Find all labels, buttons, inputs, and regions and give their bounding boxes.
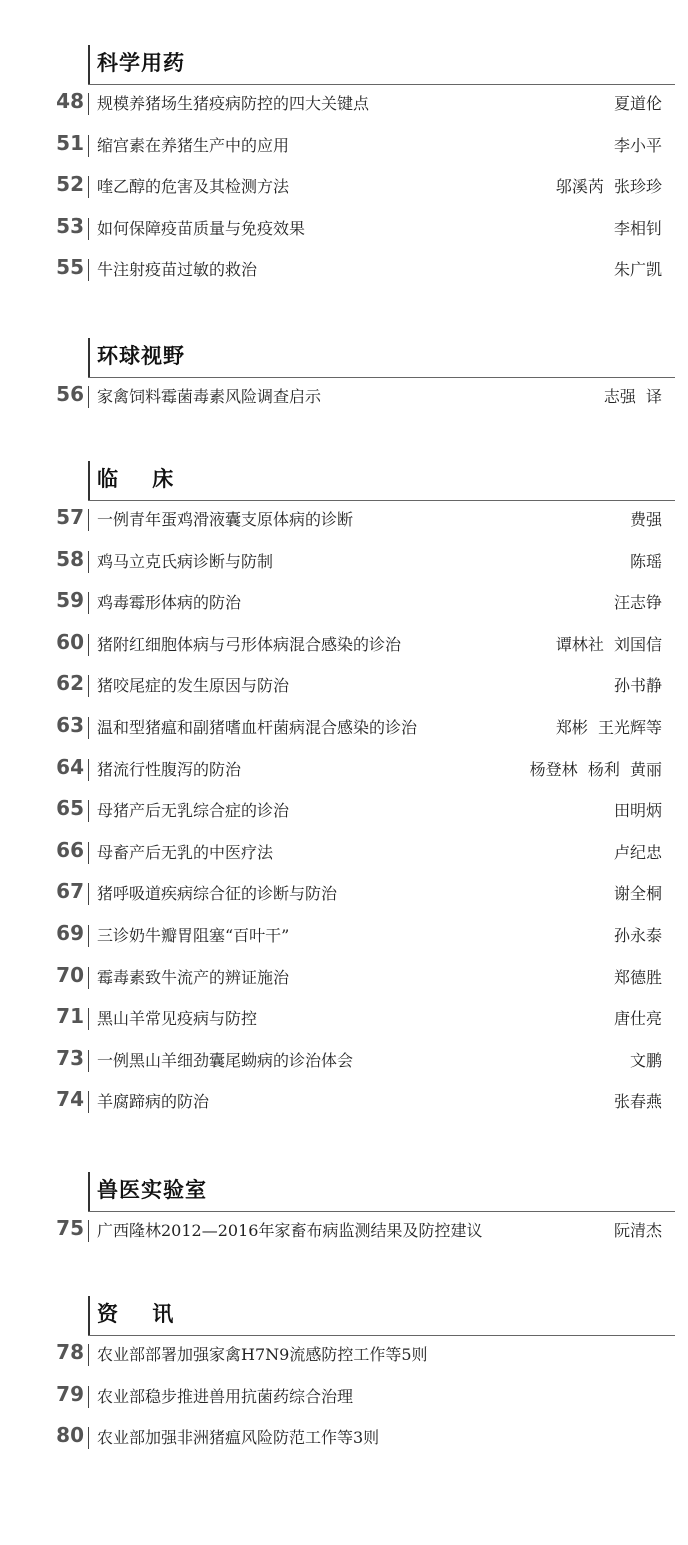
toc-entry[interactable] [0, 792, 688, 834]
page-number: 60 [56, 629, 84, 654]
toc-entry[interactable] [0, 1083, 688, 1125]
section-title: 科学用药 [97, 51, 185, 75]
article-title: 猪咬尾症的发生原因与防治 [97, 676, 290, 696]
toc-entry[interactable] [0, 1000, 688, 1042]
toc-entry[interactable] [0, 378, 688, 420]
article-title: 母猪产后无乳综合症的诊治 [97, 801, 290, 821]
article-title: 喹乙醇的危害及其检测方法 [97, 177, 290, 197]
article-title: 如何保障疫苗质量与免疫效果 [97, 218, 306, 238]
section-title: 环球视野 [97, 344, 185, 368]
article-author: 邬溪芮 张珍珍 [555, 177, 662, 197]
toc-entry[interactable] [0, 168, 688, 210]
article-title: 规模养猪场生猪疫病防控的四大关键点 [97, 94, 370, 113]
page-number: 63 [56, 712, 84, 737]
article-title: 鸡马立克氏病诊断与防制 [97, 551, 274, 571]
toc-entry[interactable] [0, 1378, 688, 1420]
section-linchuang [0, 461, 688, 1125]
article-title: 农业部部署加强家禽H7N9流感防控工作等5则 [97, 1345, 428, 1364]
toc-entry[interactable] [0, 251, 688, 293]
article-title: 猪附红细胞体病与弓形体病混合感染的诊治 [97, 634, 402, 654]
article-title: 温和型猪瘟和副猪嗜血杆菌病混合感染的诊治 [97, 717, 418, 737]
article-author: 唐仕亮 [613, 1009, 662, 1029]
article-author: 汪志铮 [613, 593, 662, 613]
section-huanqiu-shiye [0, 338, 688, 420]
page-number: 75 [56, 1216, 84, 1240]
page-number: 74 [56, 1087, 84, 1112]
article-author: 李小平 [613, 135, 662, 155]
page-number: 52 [56, 172, 84, 197]
page-number: 48 [56, 89, 84, 113]
article-title: 母畜产后无乳的中医疗法 [97, 842, 274, 862]
page-number: 65 [56, 796, 84, 821]
section-header [0, 1172, 688, 1212]
toc-entry[interactable] [0, 543, 688, 585]
article-title: 猪呼吸道疾病综合征的诊断与防治 [97, 884, 338, 904]
page-number: 80 [56, 1423, 84, 1448]
section-divider [88, 45, 90, 85]
section-shouyi-shiyanshi [0, 1172, 688, 1254]
section-header [0, 461, 688, 501]
toc-entry[interactable] [0, 127, 688, 169]
page-number: 78 [56, 1340, 84, 1364]
article-title: 一例青年蛋鸡滑液囊支原体病的诊断 [97, 510, 354, 529]
toc-entry[interactable] [0, 917, 688, 959]
toc-entry[interactable] [0, 85, 688, 127]
article-title: 猪流行性腹泻的防治 [97, 759, 242, 779]
article-author: 卢纪忠 [613, 842, 662, 862]
article-author: 夏道伦 [613, 94, 662, 113]
section-divider [88, 338, 90, 378]
article-author: 田明炳 [613, 801, 662, 821]
page-number: 58 [56, 546, 84, 571]
article-author: 孙永泰 [613, 925, 662, 945]
section-title: 兽医实验室 [97, 1178, 207, 1202]
section-header [0, 45, 688, 85]
article-author: 杨登林 杨利 黄丽 [529, 759, 662, 779]
toc-entry[interactable] [0, 210, 688, 252]
toc-entry[interactable] [0, 626, 688, 668]
article-author: 文鹏 [629, 1050, 662, 1070]
page-number: 79 [56, 1381, 84, 1406]
article-title: 一例黑山羊细劲囊尾蚴病的诊治体会 [97, 1050, 354, 1070]
section-title: 资 讯 [97, 1302, 175, 1326]
article-author: 李相钊 [613, 218, 662, 238]
page-number: 56 [56, 382, 84, 406]
page-number: 69 [56, 920, 84, 945]
article-title: 羊腐蹄病的防治 [97, 1092, 210, 1112]
toc-entry[interactable] [0, 959, 688, 1001]
toc-entry[interactable] [0, 584, 688, 626]
article-author: 谢全桐 [613, 884, 662, 904]
article-author: 朱广凯 [613, 260, 662, 280]
section-title: 临 床 [97, 467, 175, 491]
article-author: 费强 [629, 510, 662, 529]
toc-entry[interactable] [0, 751, 688, 793]
page-number: 67 [56, 879, 84, 904]
article-title: 农业部稳步推进兽用抗菌药综合治理 [97, 1386, 354, 1406]
toc-entry[interactable] [0, 834, 688, 876]
article-title: 黑山羊常见疫病与防控 [97, 1009, 258, 1029]
article-title: 农业部加强非洲猪瘟风险防范工作等3则 [97, 1428, 380, 1448]
article-title: 三诊奶牛瓣胃阻塞“百叶干” [97, 925, 290, 945]
article-title: 鸡毒霉形体病的防治 [97, 593, 242, 613]
article-author: 志强 译 [603, 387, 662, 406]
page-number: 64 [56, 754, 84, 779]
toc-entry[interactable] [0, 875, 688, 917]
section-divider [88, 461, 90, 501]
section-kexue-yongyao [0, 45, 688, 293]
toc-entry[interactable] [0, 1336, 688, 1378]
page-number: 70 [56, 962, 84, 987]
toc-entry[interactable] [0, 501, 688, 543]
article-title: 牛注射疫苗过敏的救治 [97, 260, 258, 280]
article-author: 郑彬 王光辉等 [555, 717, 662, 737]
toc-entry[interactable] [0, 1212, 688, 1254]
article-author: 孙书静 [613, 676, 662, 696]
page-number: 59 [56, 588, 84, 613]
article-author: 陈瑶 [629, 551, 662, 571]
article-title: 缩宫素在养猪生产中的应用 [97, 135, 290, 155]
section-header [0, 338, 688, 378]
article-title: 霉毒素致牛流产的辨证施治 [97, 967, 290, 987]
section-header [0, 1296, 688, 1336]
article-author: 谭林社 刘国信 [555, 634, 662, 654]
article-title: 广西隆林2012—2016年家畜布病监测结果及防控建议 [97, 1221, 483, 1240]
page-number: 57 [56, 505, 84, 529]
article-title: 家禽饲料霉菌毒素风险调查启示 [97, 387, 322, 406]
section-divider [88, 1172, 90, 1212]
page-number: 73 [56, 1045, 84, 1070]
page-number: 53 [56, 213, 84, 238]
page-number: 66 [56, 837, 84, 862]
section-divider [88, 1296, 90, 1336]
toc-entry[interactable] [0, 1042, 688, 1084]
toc-entry[interactable] [0, 1419, 688, 1461]
page-number: 71 [56, 1004, 84, 1029]
article-author: 郑德胜 [613, 967, 662, 987]
page-number: 55 [56, 255, 84, 280]
page-number: 51 [56, 130, 84, 155]
article-author: 张春燕 [613, 1092, 662, 1112]
section-zixun [0, 1296, 688, 1461]
toc-entry[interactable] [0, 709, 688, 751]
page-number: 62 [56, 671, 84, 696]
toc-entry[interactable] [0, 667, 688, 709]
article-author: 阮清杰 [613, 1221, 662, 1240]
